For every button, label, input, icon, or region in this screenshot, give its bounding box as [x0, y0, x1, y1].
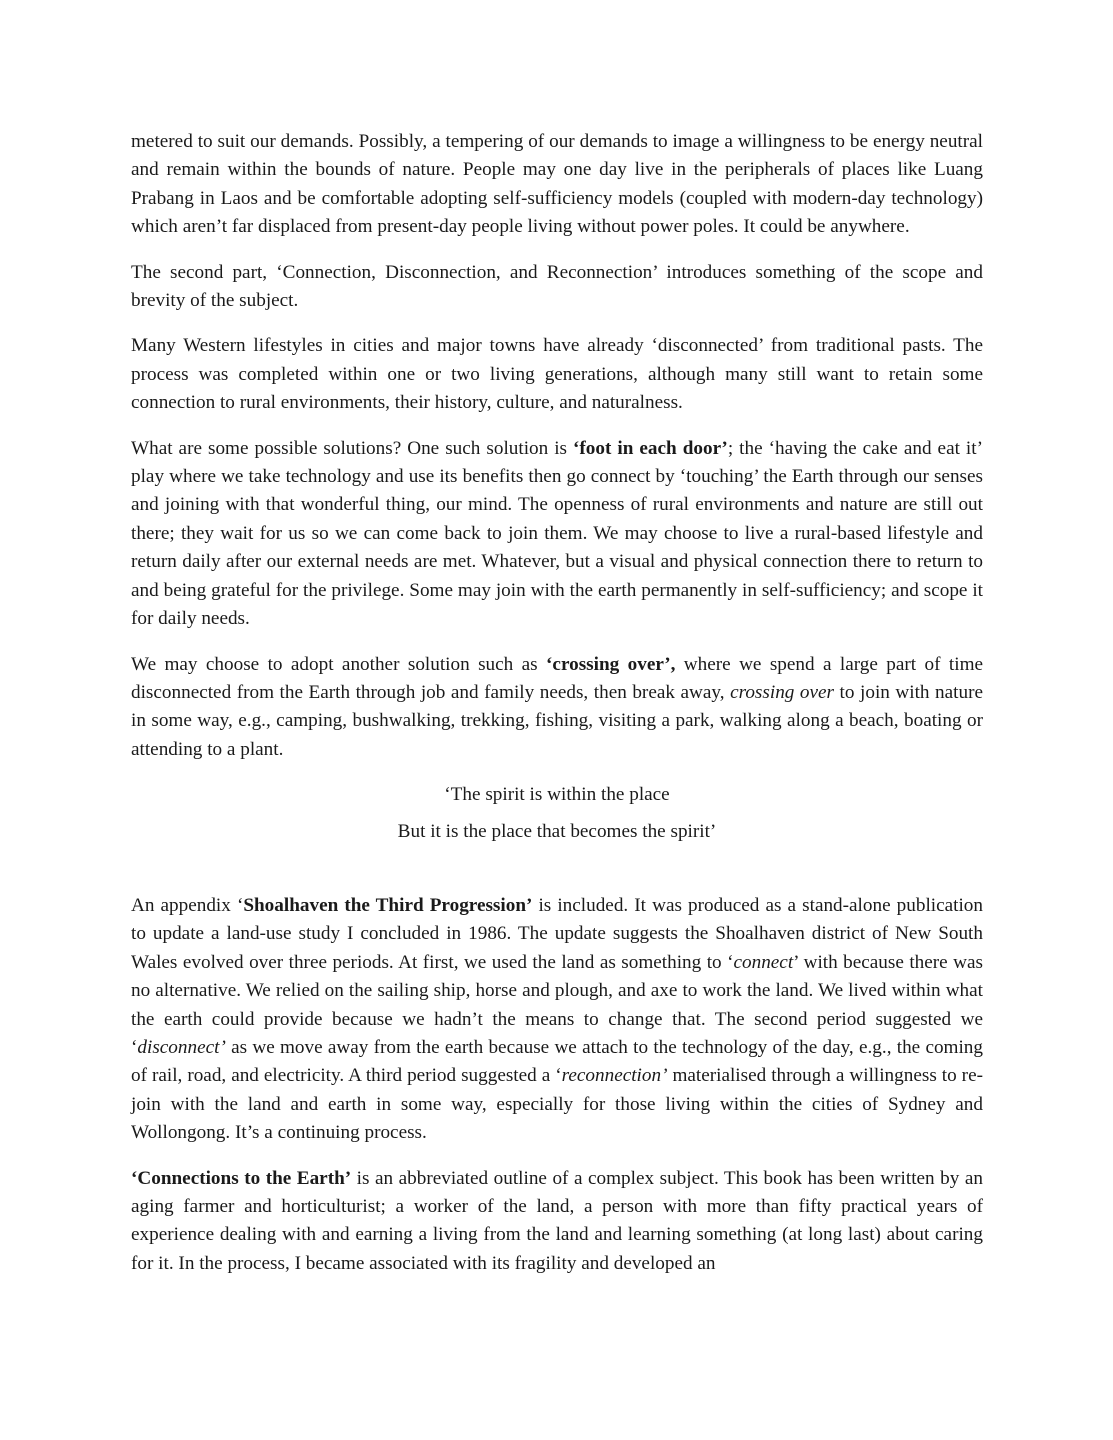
- verse-quote: [131, 781, 983, 846]
- text-run: as we move away from the earth because we attach to the technology of the day, e.g., the coming of rail, road, and electricity. A third period suggested a ‘: [131, 1036, 983, 1087]
- text-run: We may choose to adopt another solution such as: [131, 653, 547, 675]
- text-run: materialised through a willingness to re-join with the land and earth in some way, especially for those living within the cities of Sydney and Wollongong. It’s a continuing process.: [131, 1065, 983, 1144]
- paragraph-second-part: The second part, ‘Connection, Disconnection, and Reconnection’ introduces something of the scope and brevity of the subject.: [131, 261, 983, 312]
- document-page: [131, 128, 983, 1295]
- italic-word-disconnect: disconnect’: [137, 1036, 226, 1058]
- text-run: ; the ‘having the cake and eat it’ play where we take technology and use its benefits then go connect by ‘touching’ the Earth through our senses and joining with that wonderful thing, our mind. The openness of rural environments and nature are still out there; they wait for us so we can come back to join them. We may choose to live a rural-based lifestyle and return daily after our external needs are met. Whatever, but a visual and physical connection there to return to and being grateful for the privilege. Some may join with the earth permanently in self-sufficiency; and scope it for daily needs.: [131, 437, 983, 630]
- bold-phrase-foot-in-each-door: ‘foot in each door’: [573, 437, 728, 459]
- text-run: is an abbreviated outline of a complex subject. This book has been written by an aging farmer and horticulturist; a worker of the land, a person with more than fifty practical years of experience dealing with and earning a living from the land and learning something (at long last) about caring for it. In the process, I became associated with its fragility and developed an: [131, 1167, 983, 1274]
- italic-phrase-crossing-over: crossing over: [730, 681, 835, 703]
- text-run: to join with nature in some way, e.g., camping, bushwalking, trekking, fishing, visiting a park, walking along a beach, boating or attending to a plant.: [131, 681, 983, 760]
- paragraph-foot-in-each-door: [131, 435, 983, 634]
- paragraph-connections-to-the-earth: [131, 1165, 983, 1279]
- bold-phrase-crossing-over: ‘crossing over’,: [546, 653, 676, 675]
- text-run: where we spend a large part of time disconnected from the Earth through job and family needs, then break away,: [131, 653, 984, 703]
- paragraph-western-lifestyles: Many Western lifestyles in cities and major towns have already ‘disconnected’ from traditional pasts. The process was completed within one or two living generations, although many still want to retain some connection to rural environments, their history, culture, and naturalness.: [131, 335, 983, 414]
- italic-word-reconnection: reconnection’: [561, 1065, 668, 1087]
- paragraph-energy-neutral: metered to suit our demands. Possibly, a tempering of our demands to image a willingness to be energy neutral and remain within the bounds of nature. People may one day live in the peripherals of places like Luang Prabang in Laos and be comfortable adopting self-sufficiency models (coupled with modern-day technology) which aren’t far displaced from present-day people living without power poles. It could be anywhere.: [131, 131, 983, 238]
- italic-word-connect: connect: [733, 951, 794, 973]
- text-run: What are some possible solutions? One such solution is: [131, 437, 574, 459]
- paragraph-crossing-over: [131, 651, 983, 765]
- verse-line-2: But it is the place that becomes the spirit’: [397, 820, 717, 842]
- bold-phrase-book-title: ‘Connections to the Earth’: [131, 1167, 352, 1189]
- text-run: An appendix ‘: [131, 894, 244, 916]
- verse-line-1: ‘The spirit is within the place: [444, 784, 670, 806]
- paragraph-appendix: [131, 892, 983, 1148]
- text-run: is included. It was produced as a stand-alone publication to update a land-use study I concluded in 1986. The update suggests the Shoalhaven district of New South Wales evolved over three periods. At first, we used the land as something to ‘: [131, 894, 983, 973]
- text-run: ’ with because there was no alternative. We relied on the sailing ship, horse and plough, and axe to work the land. We lived within what the earth could provide because we hadn’t the means to change that. The second period suggested we ‘: [131, 951, 984, 1058]
- bold-phrase-appendix-title: Shoalhaven the Third Progression’: [243, 894, 533, 916]
